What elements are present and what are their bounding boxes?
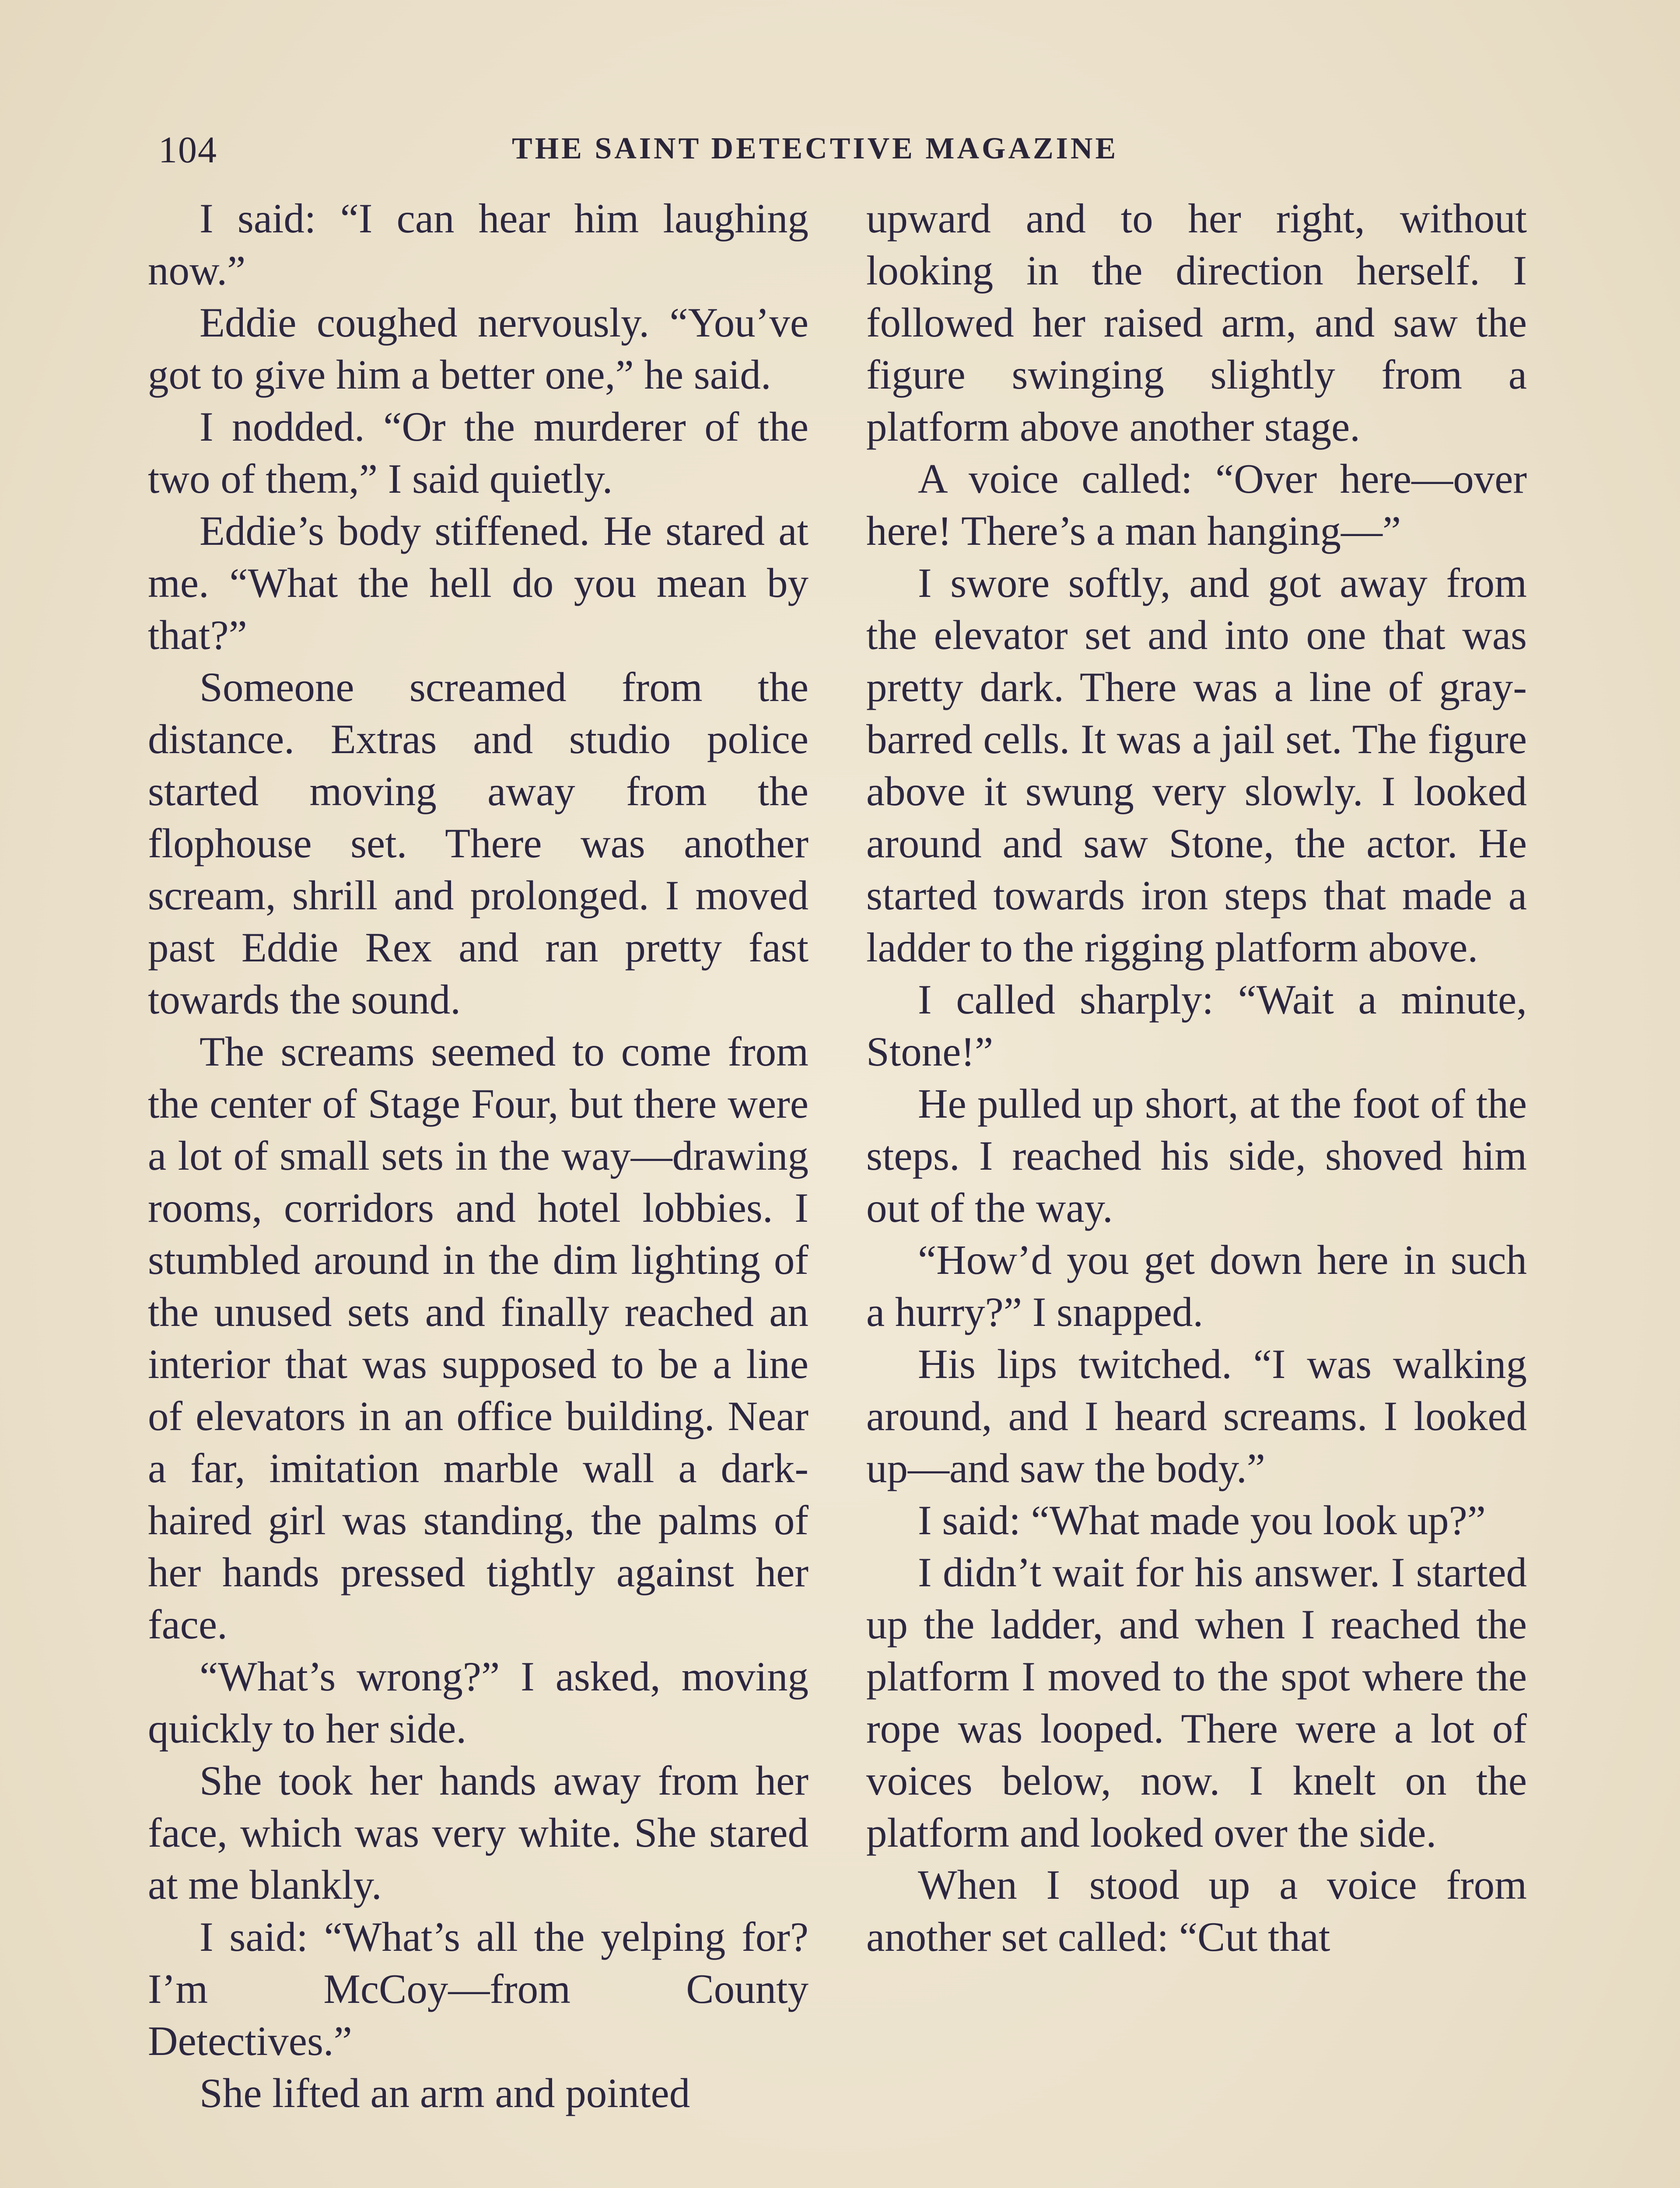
paragraph: His lips twitched. “I was walking around, and I heard screams. I looked up—and saw the body.” [866, 1341, 1527, 1491]
paragraph: I said: “What made you look up?” [918, 1497, 1486, 1543]
paragraph: I nodded. “Or the murderer of the two of them,” I said quietly. [148, 403, 808, 502]
paragraph: Eddie coughed nervously. “You’ve got to give him a better one,” he said. [148, 299, 808, 398]
paragraph-continued: upward and to her right, without looking in the direction herself. I followed her raised arm, and saw the figure swinging slightly from a platform above another stage. [866, 195, 1527, 450]
left-column [148, 193, 808, 2188]
paragraph: “What’s wrong?” I asked, moving quickly to her side. [148, 1653, 808, 1752]
paragraph: I said: “I can hear him laughing now.” [148, 195, 808, 294]
paragraph: I said: “What’s all the yelping for? I’m McCoy—from County Detectives.” [148, 1914, 808, 2064]
paragraph: Someone screamed from the distance. Extras and studio police started moving away from the flophouse set. There was another scream, shrill and prolonged. I moved past Eddie Rex and ran pretty fast towards the sound. [148, 664, 808, 1023]
paragraph: I swore softly, and got away from the elevator set and into one that was pretty dark. There was a line of gray-barred cells. It was a jail set. The figure above it swung very slowly. I looked around and saw Stone, the actor. He started towards iron steps that made a ladder to the rigging platform above. [866, 560, 1527, 971]
paragraph: She lifted an arm and pointed [200, 2070, 690, 2116]
paragraph: She took her hands away from her face, which was very white. She stared at me blankly. [148, 1757, 808, 1908]
right-column [866, 193, 1527, 2188]
paragraph: “How’d you get down here in such a hurry?” I snapped. [866, 1237, 1527, 1335]
paragraph: He pulled up short, at the foot of the steps. I reached his side, shoved him out of the way. [866, 1080, 1527, 1231]
paragraph: When I stood up a voice from another set called: “Cut that [866, 1862, 1527, 1960]
page-number: 104 [158, 129, 217, 171]
paragraph: I didn’t wait for his answer. I started up the ladder, and when I reached the platform I moved to the spot where the rope was looped. There were a lot of voices below, now. I knelt on the platform and looked over the side. [866, 1549, 1527, 1856]
paragraph: A voice called: “Over here—over here! There’s a man hanging—” [866, 456, 1527, 554]
paragraph: The screams seemed to come from the center of Stage Four, but there were a lot of small sets in the way—drawing rooms, corridors and hotel lobbies. I stumbled around in the dim lighting of the unused sets and finally reached an interior that was supposed to be a line of elevators in an office building. Near a far, imitation marble wall a dark-haired girl was standing, the palms of her hands pressed tightly against her face. [148, 1028, 808, 1648]
paragraph: I called sharply: “Wait a minute, Stone!” [866, 976, 1527, 1075]
paragraph: Eddie’s body stiffened. He stared at me. “What the hell do you mean by that?” [148, 508, 808, 658]
running-head: THE SAINT DETECTIVE MAGAZINE [512, 132, 1119, 165]
